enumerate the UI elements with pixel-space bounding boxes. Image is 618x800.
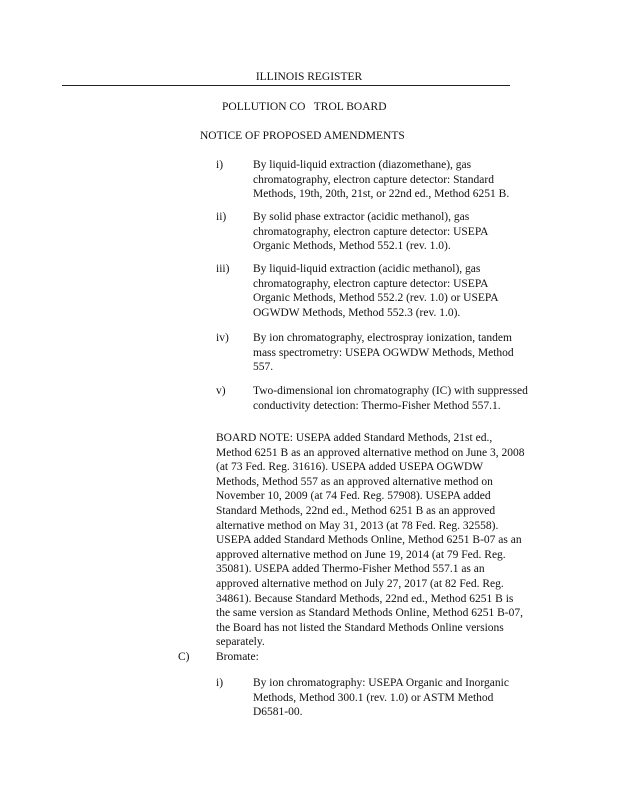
text-line: approved alternative method on July 27, 2017 (at 82 Fed. Reg. <box>216 577 504 590</box>
text-line: approved alternative method on June 19, 2014 (at 79 Fed. Reg. <box>216 548 506 561</box>
text-line: separately. <box>216 636 265 649</box>
text-line: D6581-00. <box>253 706 303 719</box>
list-item-text <box>253 158 509 202</box>
text-line: Method 6251 B as an approved alternative method on June 3, 2008 <box>216 446 525 459</box>
text-line: (at 73 Fed. Reg. 31616). USEPA added USEPA OGWDW <box>216 461 484 474</box>
text-line: Methods, Method 300.1 (rev. 1.0) or ASTM Method <box>253 691 494 704</box>
text-line: mass spectrometry: USEPA OGWDW Methods, Method <box>253 346 514 359</box>
list-item-text <box>253 676 509 720</box>
list-item-number: i) <box>216 677 224 689</box>
section-number: C) <box>178 651 190 663</box>
list-item-number: v) <box>216 385 226 397</box>
text-line: alternative method on May 31, 2013 (at 78 Fed. Reg. 32558). <box>216 519 499 532</box>
text-line: November 10, 2009 (at 74 Fed. Reg. 57908). USEPA added <box>216 490 491 503</box>
text-line: Two-dimensional ion chromatography (IC) with suppressed <box>253 385 528 397</box>
text-line: Organic Methods, Method 552.2 (rev. 1.0) or USEPA <box>253 292 499 305</box>
text-line: Standard Methods, 22nd ed., Method 6251 B as an approved <box>216 504 496 517</box>
text-line: OGWDW Methods, Method 552.3 (rev. 1.0). <box>253 306 461 319</box>
text-line: chromatography, electron capture detector: Standard <box>253 173 494 186</box>
list-item-text <box>253 384 528 413</box>
text-line: 35081). USEPA added Thermo-Fisher Method 557.1 as an <box>216 563 485 576</box>
list-item-text <box>253 210 488 254</box>
text-line: USEPA added Standard Methods Online, Method 6251 B-07 as an <box>216 534 522 547</box>
text-line: the Board has not listed the Standard Methods Online versions <box>216 621 504 634</box>
text-line: By liquid-liquid extraction (diazomethane), gas <box>253 159 472 171</box>
text-line: Methods, 19th, 20th, 21st, or 22nd ed., Method 6251 B. <box>253 188 510 201</box>
text-line: 34861). Because Standard Methods, 22nd ed., Method 6251 B is <box>216 592 514 605</box>
text-line: By ion chromatography, electrospray ionization, tandem <box>253 332 512 344</box>
board-note <box>216 431 525 650</box>
list-item-text <box>253 331 514 375</box>
text-line: Methods, Method 557 as an approved alternative method on <box>216 475 493 488</box>
text-line: 557. <box>253 361 274 374</box>
header-rule <box>62 85 510 86</box>
text-line: conductivity detection: Thermo-Fisher Method 557.1. <box>253 399 501 412</box>
register-title: ILLINOIS REGISTER <box>255 71 363 83</box>
text-line: Organic Methods, Method 552.1 (rev. 1.0). <box>253 240 451 253</box>
notice-title: NOTICE OF PROPOSED AMENDMENTS <box>200 130 405 142</box>
board-name: POLLUTION CO TROL BOARD <box>222 101 387 113</box>
list-item-text <box>253 262 499 320</box>
list-item-number: i) <box>216 159 224 171</box>
text-line: chromatography, electron capture detector: USEPA <box>253 225 489 238</box>
text-line: By liquid-liquid extraction (acidic methanol), gas <box>253 263 481 275</box>
list-item-number: iv) <box>216 332 229 344</box>
text-line: BOARD NOTE: USEPA added Standard Methods, 21st ed., <box>216 432 493 444</box>
list-item-number: ii) <box>216 211 227 223</box>
text-line: By solid phase extractor (acidic methanol), gas <box>253 211 470 223</box>
text-line: By ion chromatography: USEPA Organic and Inorganic <box>253 677 509 689</box>
text-line: chromatography, electron capture detector: USEPA <box>253 277 489 290</box>
list-item-number: iii) <box>216 263 230 275</box>
section-title: Bromate: <box>216 651 259 663</box>
text-line: the same version as Standard Methods Online, Method 6251 B-07, <box>216 607 523 620</box>
